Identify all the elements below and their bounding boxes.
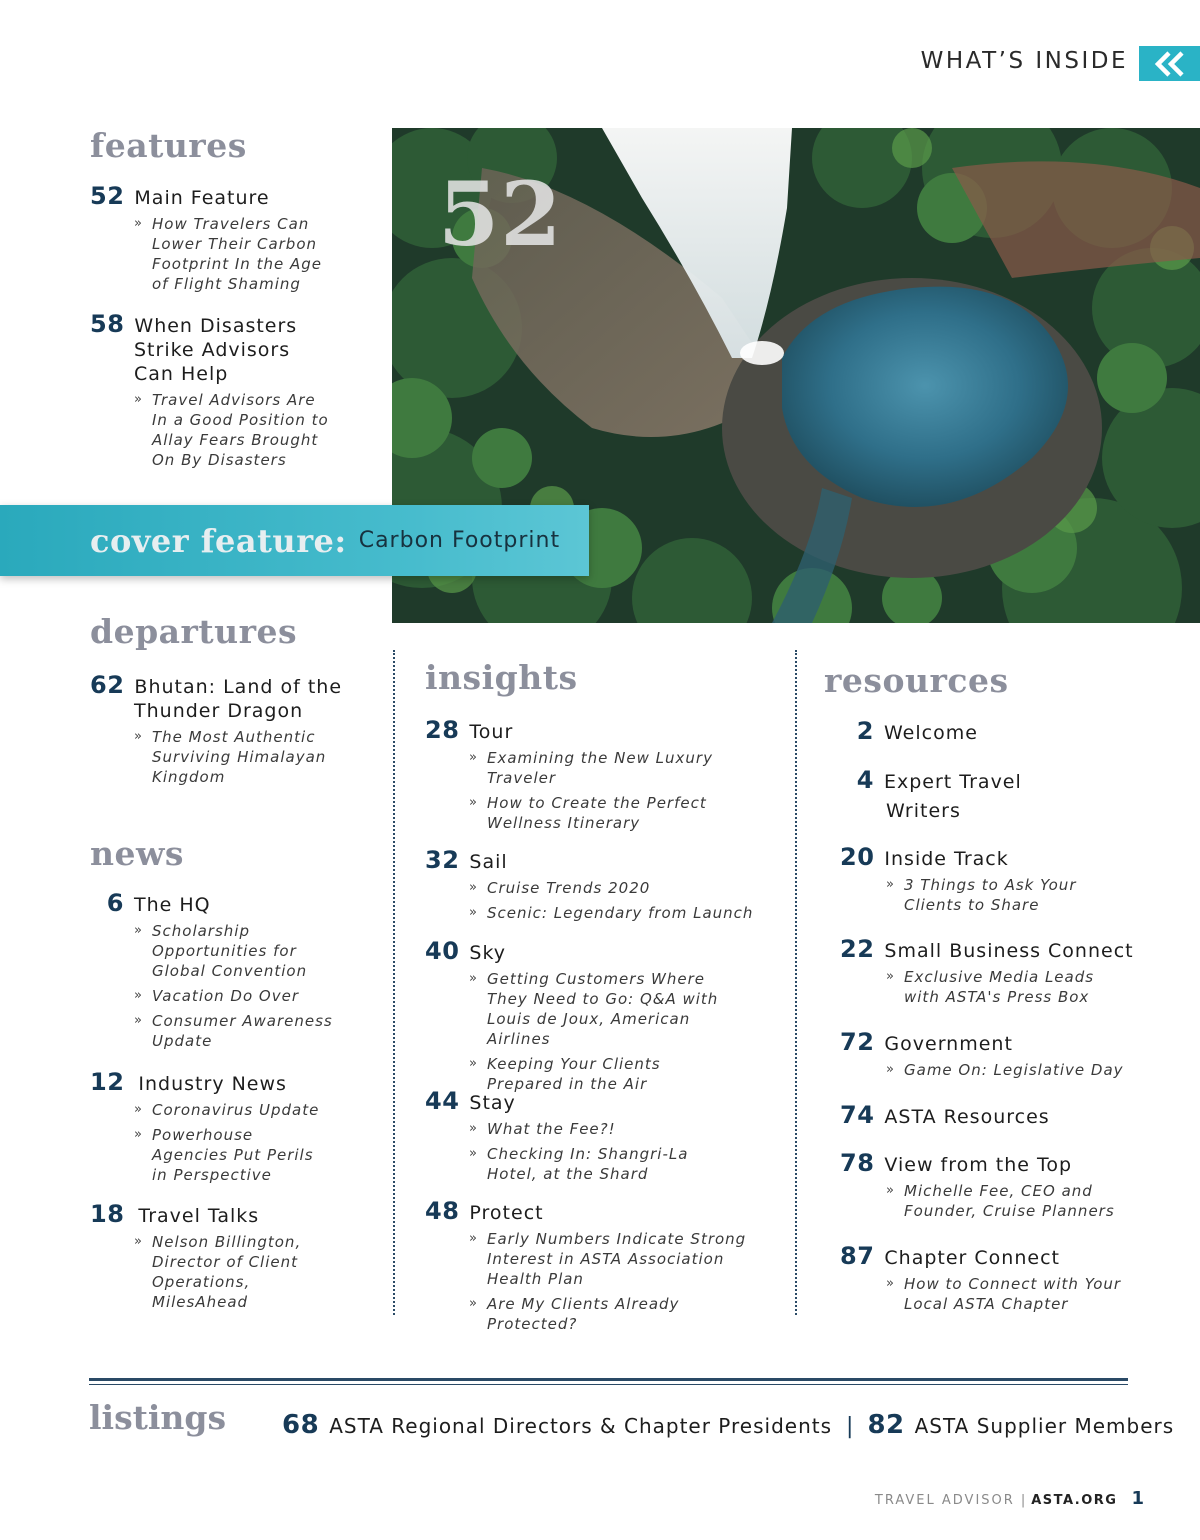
chevron-right-icon: » <box>134 1013 143 1028</box>
page-number: 18 <box>90 1200 125 1228</box>
chevron-right-icon: » <box>886 1276 895 1291</box>
page-number: 58 <box>90 310 125 338</box>
toc-entry[interactable] <box>425 1197 769 1339</box>
toc-entry[interactable] <box>840 935 1134 1012</box>
toc-entry[interactable] <box>425 937 739 1099</box>
header-tab <box>1139 46 1200 81</box>
chevron-right-icon: » <box>134 988 143 1003</box>
listing-title[interactable]: ASTA Regional Directors & Chapter Presidents <box>329 1414 833 1438</box>
toc-entry[interactable] <box>425 846 759 928</box>
page-number: 82 <box>867 1410 905 1440</box>
chevron-right-icon: » <box>134 923 143 938</box>
sub-item: » Powerhouse Agencies Put Perils in Perspective <box>134 1126 314 1184</box>
toc-entry[interactable] <box>90 889 334 1056</box>
chevron-right-icon: » <box>469 1056 478 1071</box>
page-number: 28 <box>425 716 460 744</box>
sub-item: » Examining the New Luxury Traveler <box>469 749 713 787</box>
chevron-right-icon: » <box>134 1127 143 1142</box>
toc-entry[interactable] <box>90 1068 334 1190</box>
whats-inside-label: WHAT’S INSIDE <box>920 48 1128 74</box>
page-number: 4 <box>856 766 874 794</box>
cover-feature-banner[interactable] <box>0 505 589 576</box>
page-number: 87 <box>840 1242 875 1270</box>
sub-item: » Game On: Legislative Day <box>886 1061 1124 1079</box>
sub-item: » Exclusive Media Leads with ASTA's Press Box <box>886 968 1095 1006</box>
page-number: 32 <box>425 846 460 874</box>
chevron-right-icon: » <box>134 216 143 231</box>
chevron-right-icon: » <box>134 1234 143 1249</box>
entry-title: Sail <box>469 851 508 873</box>
entry-title: Stay <box>469 1092 516 1114</box>
page-number: 40 <box>425 937 460 965</box>
sub-item: » Vacation Do Over <box>134 987 300 1005</box>
sub-item: » The Most Authentic Surviving Himalayan Kingdom <box>134 728 327 786</box>
page-number: 6 <box>106 889 124 917</box>
entry-title: Expert Travel <box>884 771 1022 793</box>
toc-entry[interactable] <box>840 1149 1126 1226</box>
page-number: 20 <box>840 843 875 871</box>
toc-entry[interactable] <box>90 182 334 299</box>
entry-title: Bhutan: Land of the <box>134 676 343 698</box>
entry-title-line: Writers <box>886 800 961 822</box>
entry-title: The HQ <box>134 894 211 916</box>
toc-entry[interactable] <box>90 1200 334 1317</box>
chevron-right-icon: » <box>469 971 478 986</box>
listings-row <box>282 1410 1174 1440</box>
sub-item: » Michelle Fee, CEO and Founder, Cruise Planners <box>886 1182 1115 1220</box>
cover-feature-label: cover feature: <box>90 521 347 560</box>
page-number: 22 <box>840 935 875 963</box>
entry-title: View from the Top <box>884 1154 1073 1176</box>
toc-entry[interactable] <box>425 716 739 838</box>
sub-item: » Nelson Billington, Director of Client Operations, MilesAhead <box>134 1233 302 1311</box>
chevron-right-icon: » <box>469 1296 478 1311</box>
chevron-right-icon: » <box>469 1146 478 1161</box>
entry-title: Tour <box>469 721 514 743</box>
features-heading: features <box>90 126 247 165</box>
entry-title: When Disasters <box>134 315 298 337</box>
sub-item: » Cruise Trends 2020 <box>469 879 651 897</box>
news-heading: news <box>90 834 184 873</box>
sub-item: » How to Create the Perfect Wellness Itinerary <box>469 794 707 832</box>
chevron-right-icon: » <box>134 392 143 407</box>
entry-title: Industry News <box>138 1073 287 1095</box>
column-divider <box>795 650 797 1315</box>
sub-item: » What the Fee?! <box>469 1120 616 1138</box>
footer-site-link[interactable]: ASTA.ORG <box>1031 1493 1118 1508</box>
entry-title: ASTA Resources <box>884 1106 1050 1128</box>
sub-item: » Consumer Awareness Update <box>134 1012 333 1050</box>
entry-title-line: Strike Advisors <box>134 339 291 361</box>
hero-page-number: 52 <box>438 162 563 266</box>
chevron-right-icon: » <box>469 880 478 895</box>
page-number: 12 <box>90 1068 125 1096</box>
entry-title: Sky <box>469 942 507 964</box>
toc-entry[interactable] <box>425 1087 739 1189</box>
listings-rule-bottom <box>89 1384 1128 1385</box>
insights-heading: insights <box>425 658 578 697</box>
toc-entry[interactable] <box>90 310 334 475</box>
chevron-right-icon: » <box>886 1183 895 1198</box>
page-number: 48 <box>425 1197 460 1225</box>
double-chevron-left-icon <box>1153 51 1187 77</box>
chevron-right-icon: » <box>886 1062 895 1077</box>
chevron-right-icon: » <box>469 750 478 765</box>
listings-rule-top <box>89 1378 1128 1381</box>
cover-feature-title: Carbon Footprint <box>358 528 561 553</box>
sub-item: » Keeping Your Clients Prepared in the Air <box>469 1055 661 1093</box>
sub-item: » Travel Advisors Are In a Good Position to Allay Fears Brought On By Disasters <box>134 391 329 469</box>
sub-item: » How Travelers Can Lower Their Carbon Footprint In the Age of Flight Shaming <box>134 215 322 293</box>
magazine-name: TRAVEL ADVISOR <box>874 1493 1015 1508</box>
page-number: 72 <box>840 1028 875 1056</box>
page-number: 2 <box>856 717 874 745</box>
sub-item: » Getting Customers Where They Need to Go: Q&A with Louis de Joux, American Airlines <box>469 970 719 1048</box>
sub-item: » Coronavirus Update <box>134 1101 320 1119</box>
toc-entry[interactable] <box>90 671 342 792</box>
entry-title: Travel Talks <box>138 1205 260 1227</box>
column-divider <box>393 650 395 1315</box>
page-number: 74 <box>840 1101 875 1129</box>
sub-item: » Early Numbers Indicate Strong Interest in ASTA Association Health Plan <box>469 1230 747 1288</box>
page-number: 52 <box>90 182 125 210</box>
sub-item: » 3 Things to Ask Your Clients to Share <box>886 876 1077 914</box>
listing-separator: | <box>846 1414 854 1439</box>
sub-item: » Scenic: Legendary from Launch <box>469 904 754 922</box>
page-number: 62 <box>90 671 125 699</box>
listing-title[interactable]: ASTA Supplier Members <box>914 1414 1175 1438</box>
footer-page-number: 1 <box>1131 1488 1144 1509</box>
toc-entry[interactable] <box>840 766 1022 823</box>
page-number: 78 <box>840 1149 875 1177</box>
entry-title: Inside Track <box>884 848 1009 870</box>
toc-entry[interactable] <box>840 1242 1126 1319</box>
chevron-right-icon: » <box>469 905 478 920</box>
entry-title: Small Business Connect <box>884 940 1134 962</box>
chevron-right-icon: » <box>469 795 478 810</box>
listings-heading: listings <box>89 1398 227 1437</box>
resources-heading: resources <box>824 661 1009 700</box>
chevron-right-icon: » <box>886 877 895 892</box>
departures-heading: departures <box>90 612 298 651</box>
toc-entry[interactable] <box>840 717 978 745</box>
page-number: 44 <box>425 1087 460 1115</box>
sub-item: » Are My Clients Already Protected? <box>469 1295 680 1333</box>
chevron-right-icon: » <box>469 1121 478 1136</box>
entry-title-line: Thunder Dragon <box>134 700 304 722</box>
page-footer <box>875 1488 1144 1509</box>
footer-separator: | <box>1020 1493 1026 1508</box>
toc-entry[interactable] <box>840 1101 1050 1129</box>
sub-item: » Scholarship Opportunities for Global Convention <box>134 922 308 980</box>
chevron-right-icon: » <box>886 969 895 984</box>
chevron-right-icon: » <box>469 1231 478 1246</box>
toc-entry[interactable] <box>840 843 1106 920</box>
entry-title: Protect <box>469 1202 544 1224</box>
entry-title: Government <box>884 1033 1013 1055</box>
entry-title: Welcome <box>884 722 978 744</box>
entry-title: Main Feature <box>134 187 270 209</box>
entry-title: Chapter Connect <box>884 1247 1060 1269</box>
page-number: 68 <box>282 1410 320 1440</box>
toc-entry[interactable] <box>840 1028 1126 1085</box>
chevron-right-icon: » <box>134 1102 143 1117</box>
sub-item: » Checking In: Shangri-La Hotel, at the Shard <box>469 1145 689 1183</box>
chevron-right-icon: » <box>134 729 143 744</box>
entry-title-line: Can Help <box>134 363 229 385</box>
sub-item: » How to Connect with Your Local ASTA Chapter <box>886 1275 1122 1313</box>
